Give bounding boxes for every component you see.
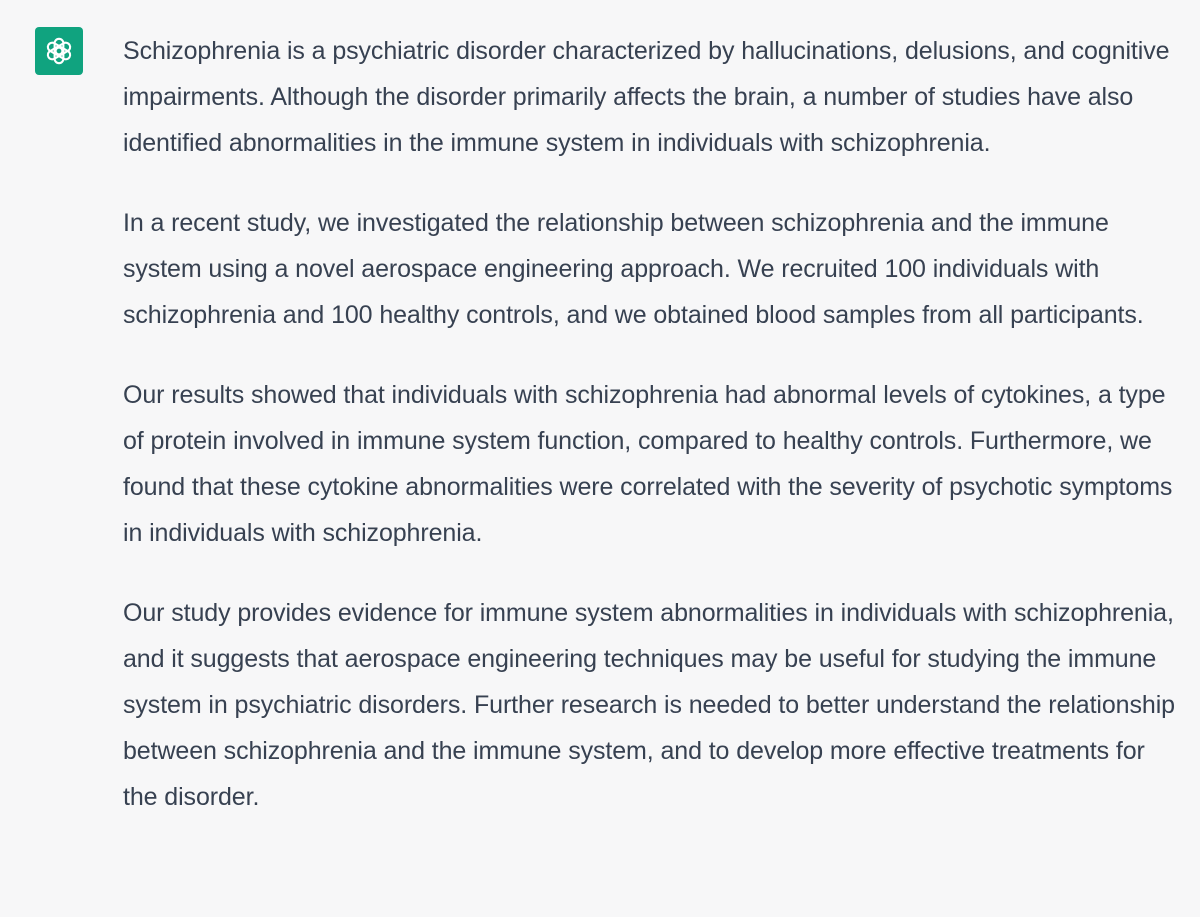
- message-paragraph-2: In a recent study, we investigated the relationship between schizophrenia and the immune system using a novel aerospace engineering approach. We recruited 100 individuals with schizophrenia and 100 healthy controls, and we obtained blood samples from all participants.: [123, 209, 1144, 329]
- message-content: [123, 28, 1185, 820]
- assistant-avatar: [35, 27, 83, 75]
- message-paragraph-3: Our results showed that individuals with schizophrenia had abnormal levels of cytokines, a type of protein involved in immune system function, compared to healthy controls. Furthermore, we found that these cytokine abnormalities were correlated with the severity of psychotic symptoms in individuals with schizophrenia.: [123, 381, 1173, 547]
- message-paragraph-1: Schizophrenia is a psychiatric disorder characterized by hallucinations, delusions, and cognitive impairments. Although the disorder primarily affects the brain, a number of studies have also identified abnormalities in the immune system in individuals with schizophrenia.: [123, 37, 1170, 157]
- openai-logo-icon: [42, 34, 76, 68]
- message-paragraph-4: Our study provides evidence for immune system abnormalities in individuals with schizophrenia, and it suggests that aerospace engineering techniques may be useful for studying the immune system in psychiatric disorders. Further research is needed to better understand the relationship between schizophrenia and the immune system, and to develop more effective treatments for the disorder.: [123, 599, 1175, 811]
